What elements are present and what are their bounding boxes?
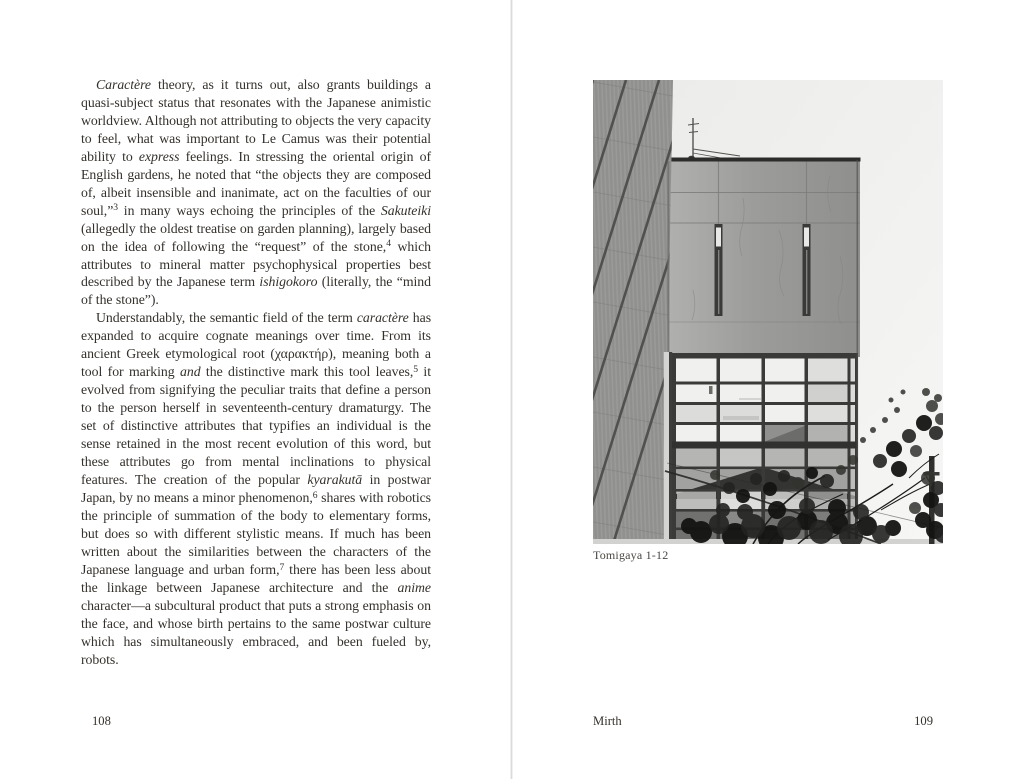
body-paragraph: Understandably, the semantic field of the term caractère has expanded to acquire cognate meanings over time. From its ancient Greek etymological root (χαρακτήρ), meaning both a tool for marking and the distinctive mark this tool leaves,$^5$ it evolved from signifying the peculiar traits that define a person to the person herself in seventeenth-century dramaturgy. The set of distinctive attributes that typifies an individual is the sense retained in the most recent evolution of this word, but these attributes go from mental inclinations to physical features. The creation of the popular kyarakutā in postwar Japan, by no means a minor phenomenon,$^6$ shares with robotics the principle of summation of the body to elementary forms, but does so with different stylistic means. If much has been written about the similarities between the characters of the Japanese language and urban form,$^7$ there has been less about the linkage between Japanese architecture and the anime character—a subcultural product that puts a strong emphasis on the face, and whose birth pertains to the same postwar culture which has simultaneously embraced, and been fueled by, robots. — [81, 310, 432, 667]
facade-shadow-seam — [667, 161, 669, 352]
photo-figure — [593, 80, 943, 544]
body-paragraph: Caractère theory, as it turns out, also grants buildings a quasi-subject status that resonates with the Japanese animistic worldview. Although not attributing to objects the very capacity to feel, what was important to Le Camus was their potential ability to express feelings. In stressing the oriental origin of English gardens, he noted that “the objects they are composed of, albeit insensible and inanimate, act on the faculties of our soul,”$^3$ in many ways echoing the principles of the Sakuteiki (allegedly the oldest treatise on garden planning), largely based on the idea of following the “request” of the stone,$^4$ which attributes to mineral matter psychophysical properties best described by the Japanese term ishigokoro (literally, the “mind of the stone”). — [81, 77, 431, 308]
photo-caption: Tomigaya 1-12 — [593, 548, 669, 562]
building-right-edge — [857, 160, 859, 544]
body-text — [81, 76, 431, 668]
page-number-left: 108 — [92, 714, 111, 728]
facade-lit-edge — [664, 352, 669, 540]
page-gutter — [510, 0, 513, 779]
facade-edge-shadow — [669, 352, 672, 544]
concrete-facade — [668, 158, 861, 358]
page-number-right: 109 — [914, 714, 933, 728]
building-photo — [593, 80, 943, 544]
running-footer: Mirth — [593, 714, 622, 728]
